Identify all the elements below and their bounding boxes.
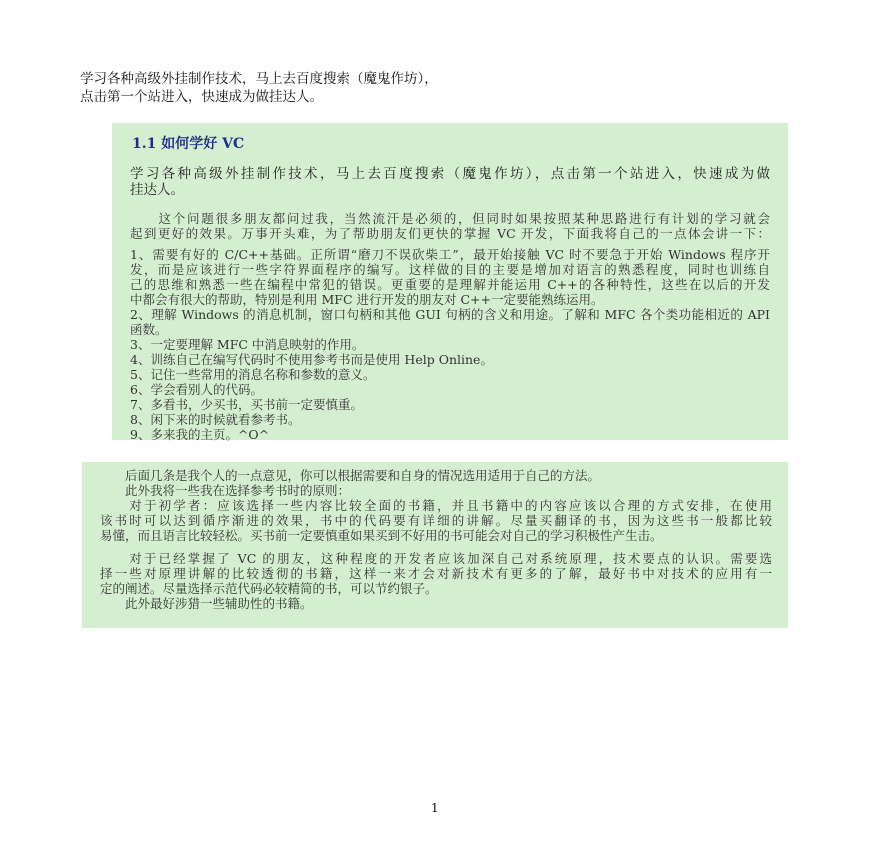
text-line: 此外最好涉猎一些辅助性的书籍。 <box>100 596 313 611</box>
list-item: 8、闲下来的时候就看参考书。 <box>130 412 301 427</box>
list-item: 9、多来我的主页。^O^ <box>130 427 270 442</box>
promo-paragraph <box>130 166 770 198</box>
list-item: 3、一定要理解 MFC 中消息映射的作用。 <box>130 337 365 352</box>
list-item: 中都会有很大的帮助，特别是利用 MFC 进行开发的朋友对 C++一定要能熟练运用。 <box>130 292 604 307</box>
section-heading: 1.1 如何学好 VC <box>132 136 245 152</box>
text-line: 挂达人。 <box>130 182 184 198</box>
highlight-box-book-advice <box>82 462 788 628</box>
text-line: 易懂，而且语言比较轻松。买书前一定要慎重如果买到不好用的书可能会对自己的学习积极性产生击。 <box>100 528 663 543</box>
page-number: 1 <box>431 801 439 815</box>
intro-paragraph <box>130 211 770 241</box>
intro-line: 点击第一个站进入，快速成为做挂达人。 <box>80 89 323 105</box>
text-line: 该书时可以达到循序渐进的效果，书中的代码要有详细的讲解。尽量买翻译的书，因为这些书一般都比较 <box>100 513 772 528</box>
tips-list <box>130 247 770 442</box>
text-line: 择一些对原理讲解的比较透彻的书籍，这样一来才会对新技术有更多的了解，最好书中对技术的应用有一 <box>100 566 772 581</box>
list-item: 7、多看书，少买书，买书前一定要慎重。 <box>130 397 363 412</box>
list-item: 函数。 <box>130 322 168 337</box>
list-item: 己的思维和熟悉一些在编程中常犯的错误。更重要的是理解并能运用 C++的各种特性，这些在以后的开发 <box>130 277 770 292</box>
highlight-box-vc-tips <box>112 123 788 440</box>
list-item: 发，而是应该进行一些字符界面程序的编写。这样做的目的主要是增加对语言的熟悉程度，同时也训练自 <box>130 262 770 277</box>
text-line: 起到更好的效果。万事开头难，为了帮助朋友们更快的掌握 VC 开发，下面我将自己的一点体会讲一下： <box>130 226 770 241</box>
text-line: 对于初学者：应该选择一些内容比较全面的书籍，并且书籍中的内容应该以合理的方式安排，在使用 <box>100 498 772 513</box>
text-line: 这个问题很多朋友都问过我，当然流汗是必须的，但同时如果按照某种思路进行有计划的学习就会 <box>130 211 770 226</box>
text-line: 后面几条是我个人的一点意见，你可以根据需要和自身的情况选用适用于自己的方法。 <box>100 468 601 483</box>
list-item: 2、理解 Windows 的消息机制，窗口句柄和其他 GUI 句柄的含义和用途。了解和 MFC 各个类功能相近的 API <box>130 307 770 322</box>
list-item: 5、记住一些常用的消息名称和参数的意义。 <box>130 367 376 382</box>
text-line: 定的阐述。尽量选择示范代码必较精简的书，可以节约银子。 <box>100 581 438 596</box>
intro-line: 学习各种高级外挂制作技术，马上去百度搜索（魔鬼作坊）， <box>80 71 438 87</box>
advice-paragraph <box>100 468 772 611</box>
intro-text <box>80 70 438 106</box>
list-item: 1、需要有好的 C/C++基础。正所谓“磨刀不误砍柴工”，最开始接触 VC 时不要急于开始 Windows 程序开 <box>130 247 770 262</box>
text-line: 对于已经掌握了 VC 的朋友，这种程度的开发者应该加深自己对系统原理，技术要点的认识。需要选 <box>100 551 772 566</box>
list-item: 6、学会看别人的代码。 <box>130 382 263 397</box>
text-line: 此外我将一些我在选择参考书时的原则： <box>100 483 351 498</box>
text-line: 学习各种高级外挂制作技术，马上去百度搜索（魔鬼作坊），点击第一个站进入，快速成为做 <box>130 166 770 182</box>
list-item: 4、训练自己在编写代码时不使用参考书而是使用 Help Online。 <box>130 352 493 367</box>
